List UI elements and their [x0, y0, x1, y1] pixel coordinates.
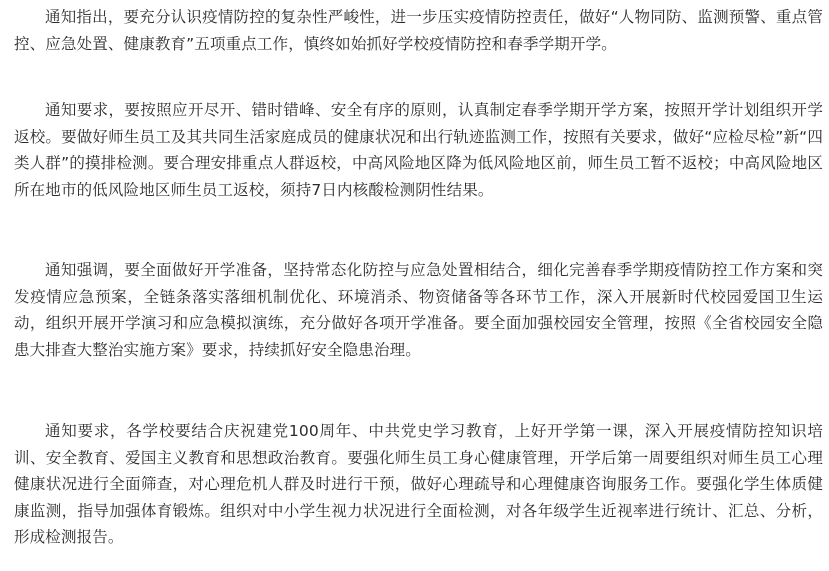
paragraph-1: 通知指出，要充分认识疫情防控的复杂性严峻性，进一步压实疫情防控责任，做好“人物同防、监测预警、重点管控、应急处置、健康教育”五项重点工作，慎终如始抓好学校疫情防控和春季学期开学。: [14, 8, 823, 53]
paragraph-3: 通知强调，要全面做好开学准备，坚持常态化防控与应急处置相结合，细化完善春季学期疫情防控工作方案和突发疫情应急预案，全链条落实落细机制优化、环境消杀、物资储备等各环节工作，深入开展新时代校园爱国卫生运动，组织开展开学演习和应急模拟演练，充分做好各项开学准备。要全面加强校园安全管理，按照《全省校园安全隐患大排查大整治实施方案》要求，持续抓好安全隐患治理。: [14, 261, 823, 359]
paragraph-4: 通知要求，各学校要结合庆祝建党100周年、中共党史学习教育，上好开学第一课，深入开展疫情防控知识培训、安全教育、爱国主义教育和思想政治教育。要强化师生员工身心健康管理，开学后第一周要组织对师生员工心理健康状况进行全面筛查，对心理危机人群及时进行干预，做好心理疏导和心理健康咨询服务工作。要强化学生体质健康监测，指导加强体育锻炼。组织对中小学生视力状况进行全面检测，对各年级学生近视率进行统计、汇总、分析，形成检测报告。: [14, 422, 823, 547]
paragraph-2: 通知要求，要按照应开尽开、错时错峰、安全有序的原则，认真制定春季学期开学方案，按照开学计划组织开学返校。要做好师生员工及其共同生活家庭成员的健康状况和出行轨迹监测工作，按照有关要求，做好“应检尽检”新“四类人群”的摸排检测。要合理安排重点人群返校，中高风险地区降为低风险地区前，师生员工暂不返校；中高风险地区所在地市的低风险地区师生员工返校，须持7日内核酸检测阴性结果。: [14, 101, 823, 199]
